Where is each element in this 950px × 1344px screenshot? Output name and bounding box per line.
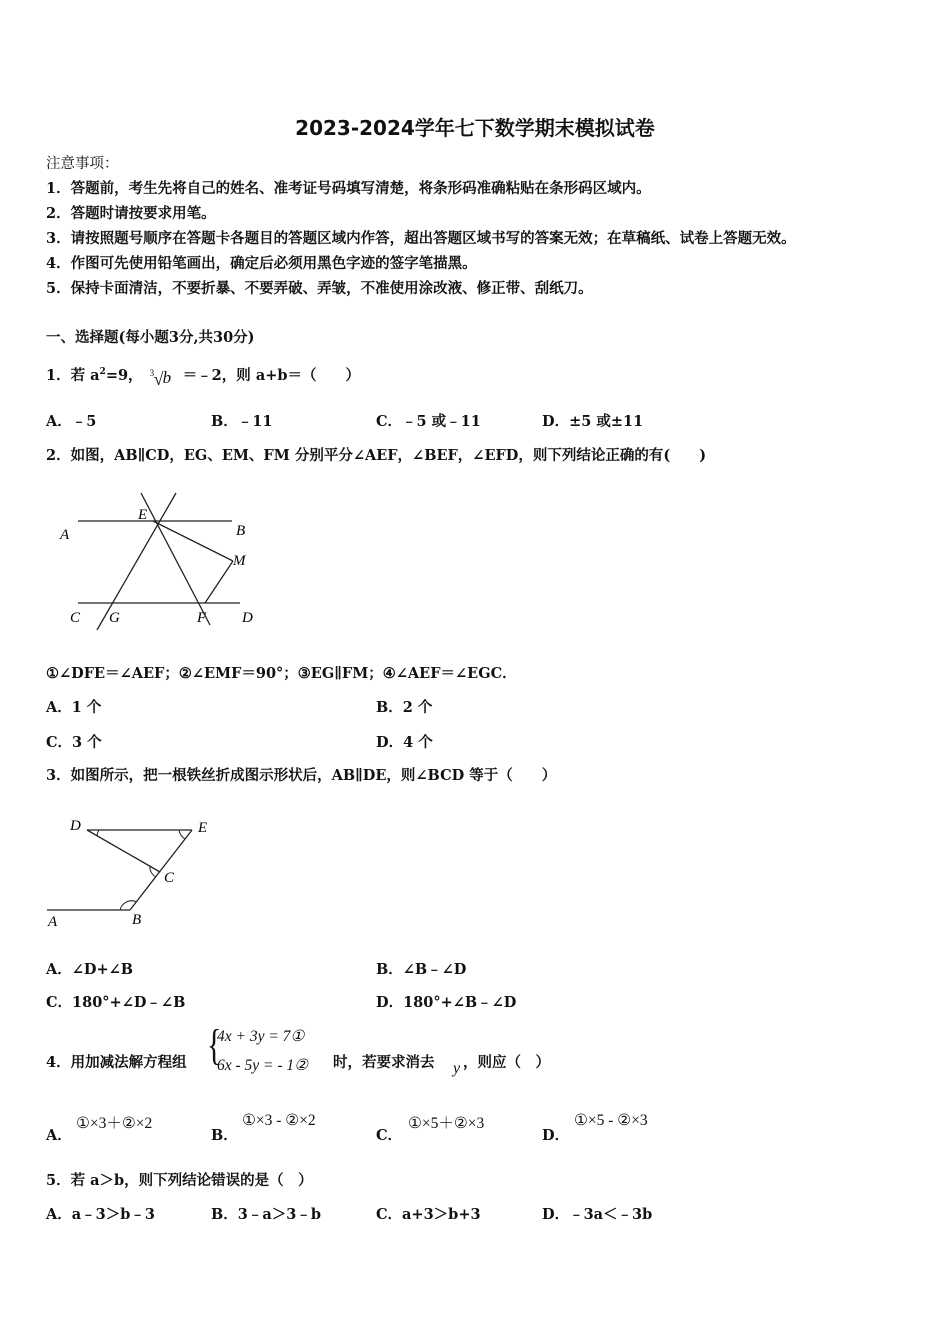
line-dc	[87, 830, 160, 872]
label-e: E	[198, 820, 208, 836]
q4-option-a-expr: ①×3＋②×2	[76, 1115, 153, 1132]
label-g: G	[109, 610, 120, 626]
q2-option-a: A．1 个	[46, 699, 102, 716]
root-index: 3	[149, 368, 155, 378]
q2-figure	[50, 485, 270, 635]
label-d: D	[70, 818, 81, 834]
q5-option-d: D．﹣3a＜﹣3b	[542, 1206, 653, 1223]
q2-option-b: B．2 个	[376, 699, 433, 716]
notes-item: 3．请按照题号顺序在答题卡各题目的答题区域内作答，超出答题区域书写的答案无效；在草稿纸、试卷上答题无效。	[46, 230, 796, 247]
q4-option-c-letter: C．	[376, 1127, 403, 1144]
q4-option-d-expr: ①×5 - ②×3	[574, 1112, 648, 1129]
notes-item: 4．作图可先使用铅笔画出，确定后必须用黑色字迹的签字笔描黑。	[46, 255, 477, 272]
angle-d-arc	[97, 830, 99, 836]
equation-2: 6x - 5y = - 1②	[217, 1057, 309, 1074]
label-a: A	[60, 527, 70, 543]
q2-option-d: D．4 个	[376, 734, 433, 751]
q1-option-d: D．±5 或±11	[542, 413, 644, 430]
question-3-stem: 3．如图所示，把一根铁丝折成图示形状后，AB∥DE，则∠BCD 等于（ ）	[46, 767, 557, 784]
line-eb	[130, 830, 192, 910]
label-e: E	[138, 507, 148, 523]
notes-item: 5．保持卡面清洁，不要折暴、不要弄破、弄皱，不准使用涂改液、修正带、刮纸刀。	[46, 280, 593, 297]
page-title: 2023-2024学年七下数学期末模拟试卷	[295, 116, 655, 140]
q4-option-c-expr: ①×5＋②×3	[408, 1115, 485, 1132]
q4-suffix: ，则应（ ）	[463, 1054, 550, 1071]
line-ef	[141, 493, 210, 625]
section-heading: 一、选择题(每小题3分,共30分)	[46, 329, 255, 346]
root-body: b	[162, 368, 172, 387]
label-d: D	[242, 610, 253, 626]
label-b: B	[236, 523, 246, 539]
radical-sign: √	[153, 369, 164, 389]
q5-option-c: C．a+3＞b+3	[376, 1206, 481, 1223]
question-1-stem	[46, 364, 361, 389]
q3-option-c: C．180°+∠D﹣∠B	[46, 994, 186, 1011]
q3-option-a: A．∠D+∠B	[46, 961, 134, 978]
label-a: A	[48, 914, 58, 930]
q5-option-b: B．3﹣a＞3﹣b	[211, 1206, 321, 1223]
system-brace: {	[207, 1021, 222, 1069]
notes-item: 1．答题前，考生先将自己的姓名、准考证号码填写清楚，将条形码准确粘贴在条形码区域内。	[46, 180, 651, 197]
q1-option-c: C．﹣5 或﹣11	[376, 413, 481, 430]
notes-heading: 注意事项：	[46, 156, 119, 172]
q4-option-a-letter: A．	[46, 1127, 72, 1144]
q1-mid: =9，	[105, 367, 143, 384]
q3-option-b: B．∠B﹣∠D	[376, 961, 467, 978]
q3-option-d: D．180°+∠B﹣∠D	[376, 994, 517, 1011]
label-c: C	[164, 870, 175, 886]
line-em	[153, 521, 233, 561]
q1-option-a: A．﹣5	[46, 413, 97, 430]
angle-b-arc	[120, 901, 137, 910]
label-c: C	[70, 610, 81, 626]
q2-option-c: C．3 个	[46, 734, 102, 751]
q4-option-b-expr: ①×3 - ②×2	[242, 1112, 316, 1129]
q1-superscript: 2	[99, 367, 106, 378]
question-5-stem: 5．若 a＞b，则下列结论错误的是（ ）	[46, 1172, 313, 1189]
q4-prefix: 4．用加减法解方程组	[46, 1054, 187, 1071]
q4-option-d-letter: D．	[542, 1127, 570, 1144]
label-m: M	[233, 553, 246, 569]
q4-mid: 时，若要求消去	[333, 1054, 435, 1071]
label-b: B	[132, 912, 142, 928]
q2-statements: ①∠DFE＝∠AEF；②∠EMF＝90°；③EG∥FM；④∠AEF＝∠EGC．	[46, 665, 517, 682]
notes-item: 2．答题时请按要求用笔。	[46, 205, 216, 222]
label-f: F	[197, 610, 207, 626]
q3-figure	[42, 812, 232, 932]
q4-variable: y	[453, 1060, 461, 1077]
q1-suffix: ＝﹣2，则 a+b＝（ ）	[182, 367, 361, 384]
equation-1: 4x + 3y = 7①	[217, 1028, 305, 1045]
question-2-stem: 2．如图，AB∥CD，EG、EM、FM 分别平分∠AEF，∠BEF，∠EFD，则下列结论正确的有( )	[46, 447, 707, 464]
q1-prefix: 1．若 a	[46, 367, 100, 384]
line-fm	[205, 561, 233, 603]
q1-option-b: B．﹣11	[211, 413, 273, 430]
q5-option-a: A．a﹣3＞b﹣3	[46, 1206, 155, 1223]
q4-option-b-letter: B．	[211, 1127, 238, 1144]
angle-e-arc	[179, 830, 185, 839]
